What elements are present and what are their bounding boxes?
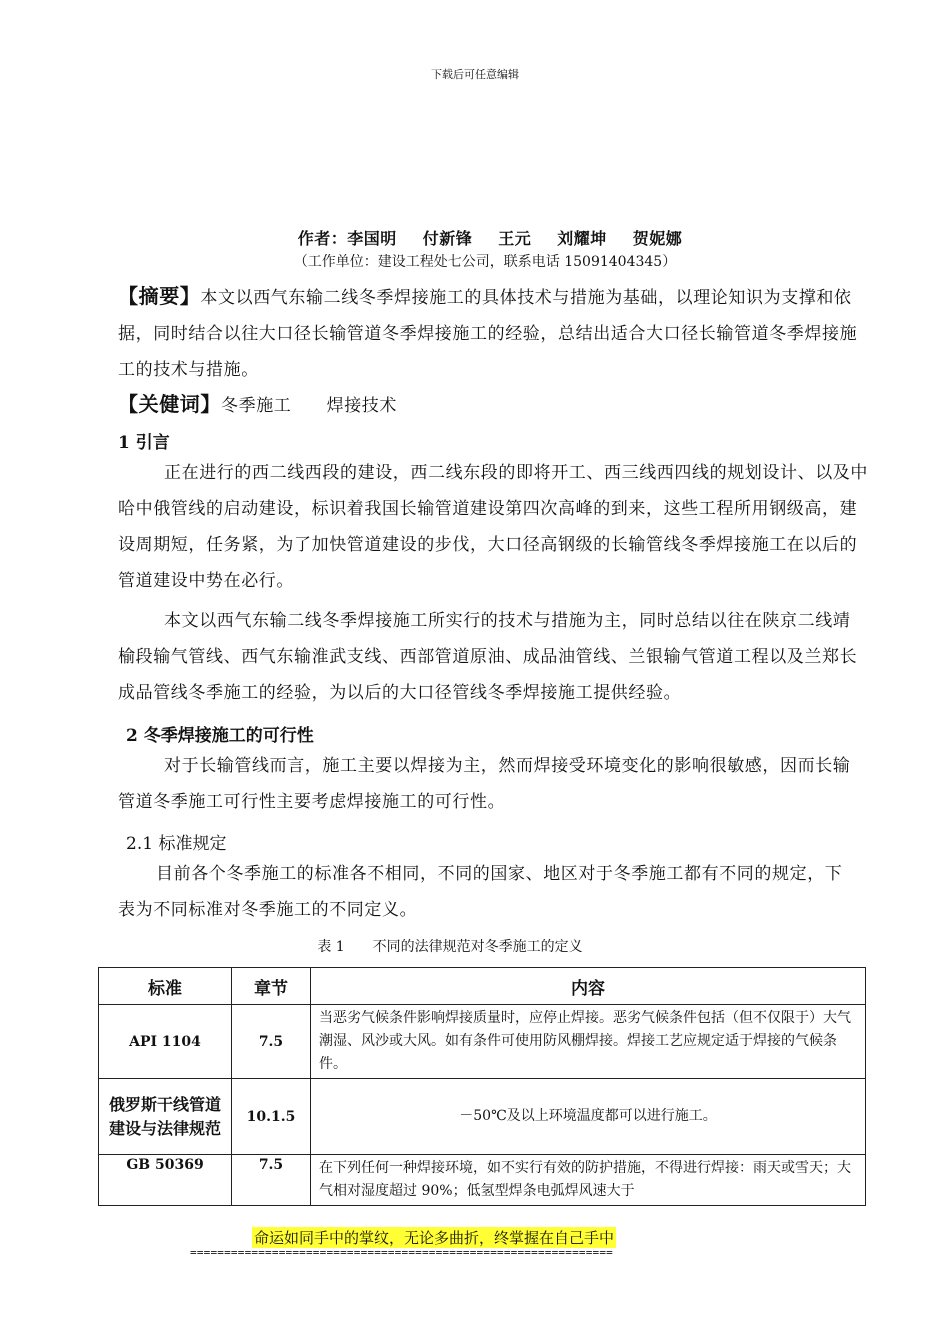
- standards-table: [98, 967, 866, 1206]
- table-row: [99, 1079, 866, 1155]
- cell-standard: 俄罗斯干线管道建设与法律规范: [99, 1079, 232, 1155]
- intro-paragraph-1: 正在进行的西二线西段的建设，西二线东段的即将开工、西三线西四线的规划设计、以及中哈中俄管线的启动建设，标识着我国长输管道建设第四次高峰的到来，这些工程所用钢级高，建设周期短，任务紧，为了加快管道建设的步伐，大口径高钢级的长输管线冬季焊接施工在以后的管道建设中势在必行。: [118, 463, 868, 591]
- cell-content: 当恶劣气候条件影响焊接质量时，应停止焊接。恶劣气候条件包括（但不仅限于）大气潮湿、风沙或大风。如有条件可使用防风棚焊接。焊接工艺应规定适于焊接的气候条件。: [311, 1005, 866, 1079]
- feasibility-paragraph: 对于长输管线而言，施工主要以焊接为主，然而焊接受环境变化的影响很敏感，因而长输管道冬季施工可行性主要考虑焊接施工的可行性。: [118, 756, 851, 812]
- column-header: 标准: [99, 968, 232, 1005]
- abstract-text: 本文以西气东输二线冬季焊接施工的具体技术与措施为基础，以理论知识为支撑和依据，同时结合以往大口径长输管道冬季焊接施工的经验，总结出适合大口径长输管道冬季焊接施工的技术与措施。: [118, 288, 858, 380]
- subsection-heading: 2.1 标准规定: [126, 834, 227, 854]
- standards-paragraph: 目前各个冬季施工的标准各不相同，不同的国家、地区对于冬季施工都有不同的规定，下表为不同标准对冬季施工的不同定义。: [118, 864, 843, 920]
- author-name: 贺妮娜: [632, 229, 683, 248]
- section-heading-feasibility: 2 冬季焊接施工的可行性: [126, 726, 314, 746]
- affiliation: （工作单位：建设工程处七公司，联系电话 15091404345）: [293, 254, 677, 270]
- table-caption: 表 1 不同的法律规范对冬季施工的定义: [317, 939, 583, 955]
- cell-content: 在下列任何一种焊接环境，如不实行有效的防护措施，不得进行焊接：雨天或雪天；大气相对湿度超过 90%；低氢型焊条电弧焊风速大于: [311, 1155, 866, 1206]
- author-name: 付新锋: [422, 229, 473, 248]
- cell-standard: API 1104: [99, 1005, 232, 1079]
- cell-content: －50℃及以上环境温度都可以进行施工。: [311, 1079, 866, 1155]
- column-header: 内容: [311, 968, 866, 1005]
- author-name: 李国明: [347, 229, 397, 248]
- author-line: [0, 226, 950, 249]
- author-name: 王元: [498, 229, 532, 248]
- keywords-label: 【关健词】: [118, 392, 221, 416]
- intro-paragraph-2: 本文以西气东输二线冬季焊接施工所实行的技术与措施为主，同时总结以往在陕京二线靖榆段输气管线、西气东输淮武支线、西部管道原油、成品油管线、兰银输气管道工程以及兰郑长成品管线冬季施工的经验，为以后的大口径管线冬季焊接施工提供经验。: [118, 611, 858, 703]
- footer-motto: 命运如同手中的掌纹，无论多曲折，终掌握在自己手中: [254, 1229, 615, 1247]
- header-note: 下载后可任意编辑: [431, 68, 519, 81]
- keywords-text: 冬季施工 焊接技术: [221, 396, 397, 416]
- table-row: [99, 1005, 866, 1079]
- section-heading-intro: 1 引言: [118, 433, 170, 453]
- column-header: 章节: [232, 968, 311, 1005]
- cell-standard: GB 50369: [99, 1155, 232, 1206]
- table-row: [99, 1155, 866, 1206]
- footer-rule: ==============================================================: [190, 1246, 613, 1259]
- cell-section: 7.5: [232, 1005, 311, 1079]
- author-name: 刘耀坤: [557, 229, 607, 248]
- cell-section: 7.5: [232, 1155, 311, 1206]
- abstract-label: 【摘要】: [118, 284, 201, 308]
- abstract: [118, 278, 858, 388]
- cell-section: 10.1.5: [232, 1079, 311, 1155]
- keywords: [118, 386, 858, 424]
- table-header-row: [99, 968, 866, 1005]
- author-prefix: 作者：: [297, 229, 348, 248]
